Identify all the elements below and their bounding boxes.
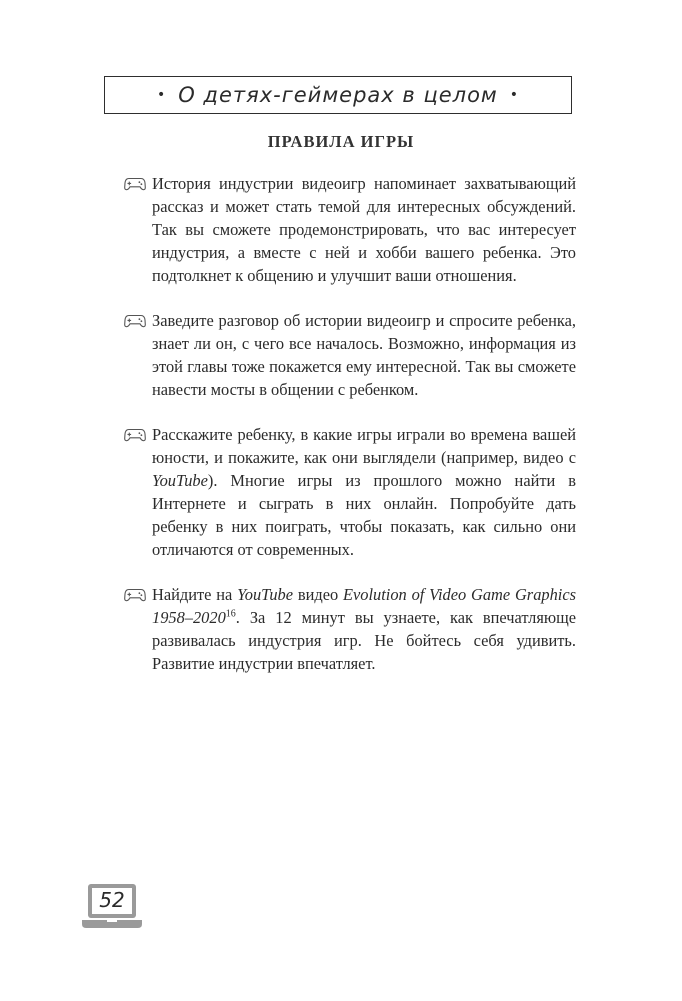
page-number: 52	[99, 888, 125, 912]
chapter-title: О детях-геймерах в целом	[178, 83, 498, 107]
rule-text: Расскажите ребенку, в какие игры играли во времена вашей юности, и покажите, как они выглядели (например, видео с	[152, 425, 576, 467]
rule-text: Найдите на	[152, 585, 238, 604]
section-title: ПРАВИЛА ИГРЫ	[267, 132, 415, 151]
rule-text: видео	[293, 585, 344, 604]
rule-text: YouTube	[152, 471, 208, 490]
chapter-header	[104, 76, 572, 114]
footnote-ref: 16	[225, 608, 236, 620]
page-number-badge	[82, 884, 142, 930]
gamepad-icon	[124, 588, 146, 602]
rule-text: История индустрии видеоигр напоминает захватывающий рассказ и может стать темой для интересных обсуждений. Так вы сможете продемонстрировать, что вас интересует индустрия, а вместе с ней и хобби вашего ребенка. Это подтолкнет к общению и улучшит ваши отношения.	[152, 174, 576, 285]
rule-item	[124, 583, 576, 675]
header-bullet-right: •	[509, 87, 520, 103]
rule-text: YouTube	[237, 585, 294, 604]
gamepad-icon	[124, 428, 146, 442]
rule-item	[124, 423, 576, 561]
rule-item	[124, 309, 576, 401]
rule-text: Evolution of Video Game Graphics 1958–2020	[152, 585, 576, 627]
rule-text: . За 12 минут вы узнаете, как впечатляюще развивалась индустрия игр. Не бойтесь себя удивить. Развитие индустрии впечатляет.	[152, 608, 576, 673]
gamepad-icon	[124, 177, 146, 191]
rule-text: ). Многие игры из прошлого можно найти в Интернете и сыграть в них онлайн. Попробуйте дать ребенку в них поиграть, чтобы показать, как сильно они отличаются от современных.	[152, 471, 576, 559]
gamepad-icon	[124, 314, 146, 328]
rules-list	[124, 172, 576, 675]
rule-text: Заведите разговор об истории видеоигр и спросите ребенка, знает ли он, с чего все началось. Возможно, информация из этой главы тоже покажется ему интересной. Так вы сможете навести мосты в общении с ребенком.	[152, 311, 576, 399]
rule-item	[124, 172, 576, 287]
header-bullet-left: •	[156, 87, 167, 103]
